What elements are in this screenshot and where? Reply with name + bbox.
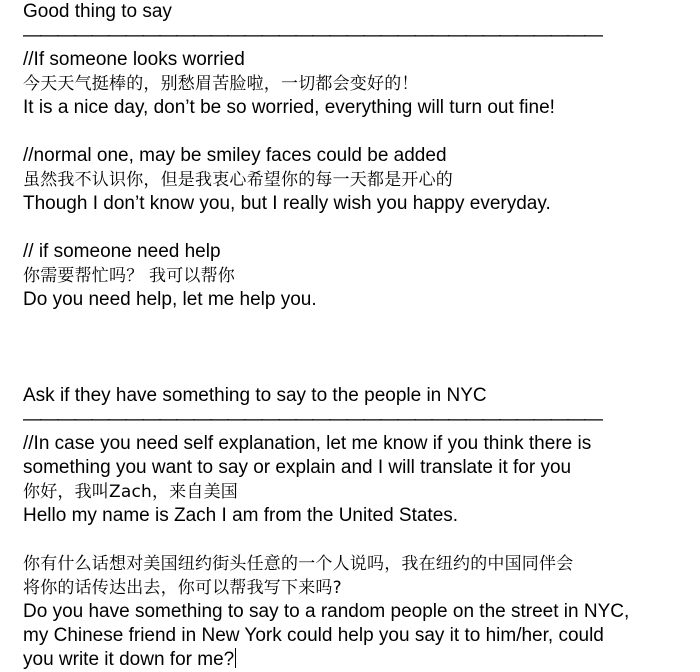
chinese-phrase-normal: 虽然我不认识你，但是我衷心希望你的每一天都是开心的 — [23, 170, 453, 190]
comment-self-explanation-line1: //In case you need self explanation, let me know if you think there is — [23, 433, 592, 454]
chinese-phrase-worried: 今天天气挺棒的，别愁眉苦脸啦，一切都会变好的！ — [23, 74, 419, 94]
english-intro: Hello my name is Zach I am from the United States. — [23, 505, 459, 526]
paragraph-gap — [23, 120, 683, 144]
english-phrase-worried: It is a nice day, don’t be so worried, everything will turn out fine! — [23, 97, 555, 118]
chinese-intro: 你好，我叫Zach，来自美国 — [23, 482, 238, 502]
document-body[interactable] — [23, 0, 683, 672]
comment-self-explanation-line2: something you want to say or explain and I will translate it for you — [23, 457, 572, 478]
comment-normal: //normal one, may be smiley faces could be added — [23, 145, 447, 166]
english-question-line2: my Chinese friend in New York could help you say it to him/her, could — [23, 625, 604, 646]
english-phrase-need-help: Do you need help, let me help you. — [23, 289, 317, 310]
english-question-line3-row — [23, 648, 683, 672]
section-divider: —————————————————————————————————— — [23, 409, 601, 430]
text-cursor — [235, 648, 236, 668]
section-title-good-things: Good thing to say — [23, 1, 172, 22]
paragraph-gap — [23, 528, 683, 552]
english-question-line3: you write it down for me? — [23, 649, 235, 670]
section-gap — [23, 312, 683, 384]
section-divider: —————————————————————————————————— — [23, 25, 601, 46]
chinese-phrase-need-help: 你需要帮忙吗？ 我可以帮你 — [23, 266, 236, 286]
chinese-question-line1: 你有什么话想对美国纽约街头任意的一个人说吗，我在纽约的中国同伴会 — [23, 554, 574, 574]
english-question-line1: Do you have something to say to a random people on the street in NYC, — [23, 601, 630, 622]
paragraph-gap — [23, 216, 683, 240]
section-title-nyc: Ask if they have something to say to the people in NYC — [23, 385, 487, 406]
chinese-question-line2: 将你的话传达出去，你可以帮我写下来吗? — [23, 578, 342, 598]
comment-need-help: // if someone need help — [23, 241, 221, 262]
comment-worried: //If someone looks worried — [23, 49, 245, 70]
english-phrase-normal: Though I don’t know you, but I really wish you happy everyday. — [23, 193, 551, 214]
